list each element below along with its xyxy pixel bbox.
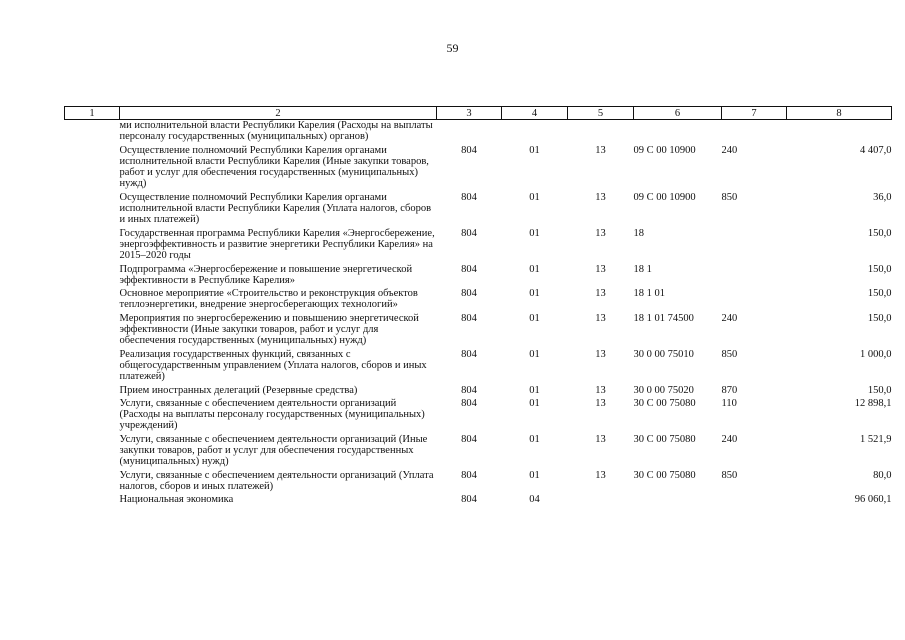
row-name-cell: Осуществление полномочий Республики Карелия органами исполнительной власти Республики Карелия (Уплата налогов, сборов и иных платежей)	[119, 191, 432, 226]
column-header-6: 6	[634, 107, 722, 120]
expense-type-cell: 240	[721, 433, 738, 445]
amount-cell: 150,0	[867, 227, 892, 239]
subsection-code-cell: 13	[595, 144, 606, 156]
table-row	[65, 120, 892, 145]
target-article-cell: 30 0 00 75020	[633, 384, 694, 396]
column-header-8: 8	[787, 107, 892, 120]
row-number-cell	[65, 288, 120, 313]
row-number-cell	[65, 264, 120, 289]
table-row	[65, 192, 892, 228]
target-article-cell: 18 1 01 74500	[633, 312, 694, 324]
ministry-code-cell: 804	[461, 469, 477, 481]
table-header-row	[65, 107, 892, 120]
amount-cell: 1 521,9	[860, 433, 892, 445]
subsection-code-cell: 13	[595, 312, 606, 324]
column-header-7: 7	[722, 107, 787, 120]
table-row	[65, 228, 892, 264]
ministry-code-cell: 804	[461, 191, 477, 203]
section-code-cell: 01	[529, 263, 540, 275]
ministry-code-cell: 804	[461, 397, 477, 409]
section-code-cell: 01	[529, 144, 540, 156]
row-name-cell: Реализация государственных функций, связанных с общегосударственным управлением (Уплата налогов, сборов и иных платежей)	[119, 348, 427, 383]
subsection-code-cell	[568, 120, 634, 145]
amount-cell: 150,0	[867, 312, 892, 324]
page-number: 59	[446, 41, 459, 55]
target-article-cell	[634, 494, 722, 507]
expense-type-cell	[722, 120, 787, 145]
amount-cell: 1 000,0	[860, 348, 892, 360]
table-row	[65, 313, 892, 349]
ministry-code-cell: 804	[461, 494, 477, 506]
target-article-cell: 18	[633, 227, 644, 239]
target-article-cell: 18 1	[633, 263, 652, 275]
row-name-cell: Осуществление полномочий Республики Карелия органами исполнительной власти Республики Карелия (Иные закупки товаров, работ и услуг для обеспечения государственных (муниципальных) нужд)	[119, 144, 429, 190]
table-row	[65, 494, 892, 507]
row-name-cell: Основное мероприятие «Строительство и реконструкция объектов теплоэнергетики, внедрение энергосберегающих технологий»	[119, 288, 418, 311]
subsection-code-cell: 13	[595, 469, 606, 481]
row-name-cell: Государственная программа Республики Карелия «Энергосбережение, энергоэффективность и развитие энергетики Республики Карелия» на 2015–2020 годы	[119, 227, 435, 262]
table-row	[65, 434, 892, 470]
table-row	[65, 349, 892, 385]
row-number-cell	[65, 228, 120, 264]
column-header-5: 5	[568, 107, 634, 120]
target-article-cell: 30 С 00 75080	[633, 433, 696, 445]
row-name-cell: ми исполнительной власти Республики Карелия (Расходы на выплаты персоналу государственных (муниципальных) органов)	[119, 120, 433, 143]
row-name-cell: Услуги, связанные с обеспечением деятельности организаций (Уплата налогов, сборов и иных платежей)	[119, 469, 434, 492]
table-row	[65, 288, 892, 313]
row-name-cell: Подпрограмма «Энергосбережение и повышение энергетической эффективности в Республике Карелия»	[119, 263, 413, 286]
row-name-cell: Мероприятия по энергосбережению и повышению энергетической эффективности (Иные закупки товаров, работ и услуг для обеспечения государственных (муниципальных) нужд)	[119, 312, 419, 347]
table-row	[65, 264, 892, 289]
section-code-cell: 01	[529, 469, 540, 481]
subsection-code-cell: 13	[595, 263, 606, 275]
ministry-code-cell: 804	[461, 348, 477, 360]
subsection-code-cell: 13	[595, 227, 606, 239]
subsection-code-cell: 13	[595, 384, 606, 396]
ministry-code-cell: 804	[461, 288, 477, 300]
table-body	[65, 120, 892, 508]
row-name-cell: Услуги, связанные с обеспечением деятельности организаций (Иные закупки товаров, работ и услуг для обеспечения государственных (муниципальных) нужд)	[119, 433, 428, 468]
row-name-cell: Услуги, связанные с обеспечением деятельности организаций (Расходы на выплаты персоналу государственных (муниципальных) учреждений)	[119, 397, 425, 432]
section-code-cell	[502, 120, 568, 145]
target-article-cell: 30 С 00 75080	[633, 397, 696, 409]
column-header-2: 2	[120, 107, 437, 120]
ministry-code-cell: 804	[461, 144, 477, 156]
ministry-code-cell: 804	[461, 433, 477, 445]
amount-cell: 36,0	[873, 191, 892, 203]
section-code-cell: 01	[529, 312, 540, 324]
section-code-cell: 01	[529, 384, 540, 396]
table-row	[65, 145, 892, 192]
expense-type-cell	[722, 494, 787, 507]
target-article-cell	[634, 120, 722, 145]
expense-type-cell	[722, 288, 787, 313]
target-article-cell: 30 0 00 75010	[633, 348, 694, 360]
expense-type-cell	[722, 228, 787, 264]
amount-cell: 150,0	[867, 384, 892, 396]
row-number-cell	[65, 398, 120, 434]
subsection-code-cell	[568, 494, 634, 507]
expense-type-cell	[722, 264, 787, 289]
subsection-code-cell: 13	[595, 191, 606, 203]
row-name-cell: Национальная экономика	[119, 494, 234, 506]
ministry-code-cell: 804	[461, 263, 477, 275]
section-code-cell: 01	[529, 433, 540, 445]
column-header-4: 4	[502, 107, 568, 120]
section-code-cell: 01	[529, 191, 540, 203]
target-article-cell: 09 С 00 10900	[633, 144, 696, 156]
expense-type-cell: 850	[721, 348, 738, 360]
column-header-1: 1	[65, 107, 120, 120]
ministry-code-cell: 804	[461, 384, 477, 396]
row-number-cell	[65, 145, 120, 192]
ministry-code-cell: 804	[461, 227, 477, 239]
row-number-cell	[65, 385, 120, 398]
table-row	[65, 398, 892, 434]
subsection-code-cell: 13	[595, 397, 606, 409]
target-article-cell: 18 1 01	[633, 288, 665, 300]
budget-table	[64, 106, 892, 508]
amount-cell: 12 898,1	[854, 397, 892, 409]
table-row	[65, 385, 892, 398]
subsection-code-cell: 13	[595, 288, 606, 300]
amount-cell: 96 060,1	[854, 494, 892, 506]
ministry-code-cell: 804	[461, 312, 477, 324]
section-code-cell: 01	[529, 348, 540, 360]
amount-cell: 150,0	[867, 288, 892, 300]
table-row	[65, 470, 892, 495]
amount-cell	[787, 120, 892, 145]
column-header-3: 3	[437, 107, 502, 120]
row-number-cell	[65, 434, 120, 470]
row-number-cell	[65, 349, 120, 385]
amount-cell: 150,0	[867, 263, 892, 275]
section-code-cell: 04	[529, 494, 540, 506]
expense-type-cell: 850	[721, 191, 738, 203]
ministry-code-cell	[437, 120, 502, 145]
row-number-cell	[65, 494, 120, 507]
section-code-cell: 01	[529, 227, 540, 239]
expense-type-cell: 850	[721, 469, 738, 481]
section-code-cell: 01	[529, 288, 540, 300]
row-number-cell	[65, 470, 120, 495]
expense-type-cell: 110	[721, 397, 737, 409]
amount-cell: 4 407,0	[860, 144, 892, 156]
target-article-cell: 30 С 00 75080	[633, 469, 696, 481]
expense-type-cell: 240	[721, 312, 738, 324]
row-number-cell	[65, 313, 120, 349]
amount-cell: 80,0	[873, 469, 892, 481]
row-number-cell	[65, 192, 120, 228]
expense-type-cell: 240	[721, 144, 738, 156]
subsection-code-cell: 13	[595, 348, 606, 360]
target-article-cell: 09 С 00 10900	[633, 191, 696, 203]
section-code-cell: 01	[529, 397, 540, 409]
row-name-cell: Прием иностранных делегаций (Резервные средства)	[119, 384, 358, 396]
subsection-code-cell: 13	[595, 433, 606, 445]
row-number-cell	[65, 120, 120, 145]
expense-type-cell: 870	[721, 384, 738, 396]
